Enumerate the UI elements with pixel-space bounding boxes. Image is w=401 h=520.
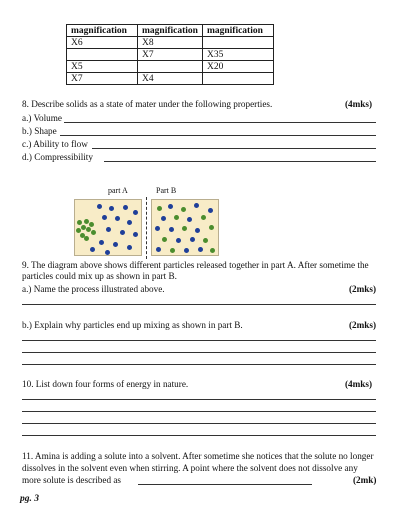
particle-blue (99, 240, 104, 245)
q8-item-flow: c.) Ability to flow (22, 139, 88, 149)
table-cell (202, 37, 273, 49)
particle-blue (155, 226, 160, 231)
q11-line3: more solute is described as (22, 475, 121, 485)
q9-line1: 9. The diagram above shows different particles released together in part A. After sometime the (22, 260, 369, 270)
table-cell: X7 (67, 73, 138, 85)
particle-blue (102, 215, 107, 220)
answer-line[interactable] (22, 435, 376, 436)
particle-blue (169, 227, 174, 232)
particle-green (76, 228, 81, 233)
q10-text: 10. List down four forms of energy in nature. (22, 379, 189, 389)
particle-blue (127, 245, 132, 250)
answer-line[interactable] (104, 161, 376, 162)
particle-blue (190, 237, 195, 242)
answer-line[interactable] (22, 340, 376, 341)
particle-blue (123, 205, 128, 210)
answer-line[interactable] (22, 352, 376, 353)
particle-green (89, 222, 94, 227)
particle-blue (198, 247, 203, 252)
particle-blue (109, 206, 114, 211)
table-row (67, 37, 274, 49)
particle-green (77, 220, 82, 225)
table-cell: X7 (138, 49, 203, 61)
answer-line[interactable] (22, 364, 376, 365)
q9a-text: a.) Name the process illustrated above. (22, 284, 165, 294)
particle-blue (113, 242, 118, 247)
particle-green (91, 230, 96, 235)
table-cell: X20 (202, 61, 273, 73)
magnification-table (66, 24, 274, 85)
particle-green (182, 226, 187, 231)
particle-blue (97, 204, 102, 209)
particle-blue (195, 228, 200, 233)
q11-line2: dissolves in the solvent even when stirring. A point where the solvent does not dissolve any (22, 463, 358, 473)
q8-item-volume: a.) Volume (22, 113, 62, 123)
q9b-marks: (2mks) (349, 320, 377, 330)
answer-line[interactable] (22, 423, 376, 424)
particle-blue (90, 247, 95, 252)
q8-item-shape: b.) Shape (22, 126, 57, 136)
label-part-a: part A (108, 186, 128, 195)
answer-line[interactable] (64, 122, 376, 123)
table-cell (67, 49, 138, 61)
table-cell: X4 (138, 73, 203, 85)
particle-blue (115, 216, 120, 221)
particle-green (84, 236, 89, 241)
table-header: magnification (67, 25, 138, 37)
particle-blue (184, 248, 189, 253)
table-row (67, 49, 274, 61)
part-a-box (74, 199, 142, 256)
table-cell: X6 (67, 37, 138, 49)
q11-line1: 11. Amina is adding a solute into a solvent. After sometime she notices that the solute no longer (22, 451, 374, 461)
table-cell: X35 (202, 49, 273, 61)
table-header: magnification (138, 25, 203, 37)
particle-blue (156, 247, 161, 252)
particle-green (181, 207, 186, 212)
particle-green (201, 215, 206, 220)
answer-line[interactable] (92, 148, 376, 149)
particle-blue (168, 204, 173, 209)
particle-blue (120, 230, 125, 235)
table-cell: X5 (67, 61, 138, 73)
answer-line[interactable] (60, 135, 376, 136)
table-cell: X8 (138, 37, 203, 49)
page-number: pg. 3 (20, 494, 39, 504)
table-row (67, 61, 274, 73)
label-part-b: Part B (156, 186, 177, 195)
answer-line[interactable] (22, 411, 376, 412)
q9b-text: b.) Explain why particles end up mixing as shown in part B. (22, 320, 243, 330)
particle-blue (208, 208, 213, 213)
particle-blue (187, 217, 192, 222)
answer-line[interactable] (22, 399, 376, 400)
diagram-divider (146, 197, 147, 259)
q9-line2: particles could mix up as shown in part B. (22, 271, 177, 281)
part-b-box (151, 199, 219, 256)
particle-blue (105, 250, 110, 255)
q11-marks: (2mk) (353, 475, 377, 485)
particle-green (162, 237, 167, 242)
particle-green (170, 248, 175, 253)
particle-green (157, 206, 162, 211)
particle-blue (133, 232, 138, 237)
table-row (67, 73, 274, 85)
table-cell (202, 73, 273, 85)
particle-blue (106, 227, 111, 232)
particle-green (210, 248, 215, 253)
table-header: magnification (202, 25, 273, 37)
table-header-row (67, 25, 274, 37)
answer-line[interactable] (22, 304, 376, 305)
particle-blue (176, 238, 181, 243)
q9a-marks: (2mks) (349, 284, 377, 294)
particle-blue (194, 203, 199, 208)
table-cell (138, 61, 203, 73)
q8-marks: (4mks) (345, 99, 373, 109)
q10-marks: (4mks) (345, 379, 373, 389)
particle-green (174, 215, 179, 220)
q8-text: 8. Describe solids as a state of mater under the following properties. (22, 99, 273, 109)
particle-blue (161, 216, 166, 221)
particle-green (203, 238, 208, 243)
q8-item-compressibility: d.) Compressibility (22, 152, 93, 162)
answer-line[interactable] (138, 484, 312, 485)
particle-blue (133, 210, 138, 215)
particle-blue (127, 220, 132, 225)
particle-green (209, 225, 214, 230)
